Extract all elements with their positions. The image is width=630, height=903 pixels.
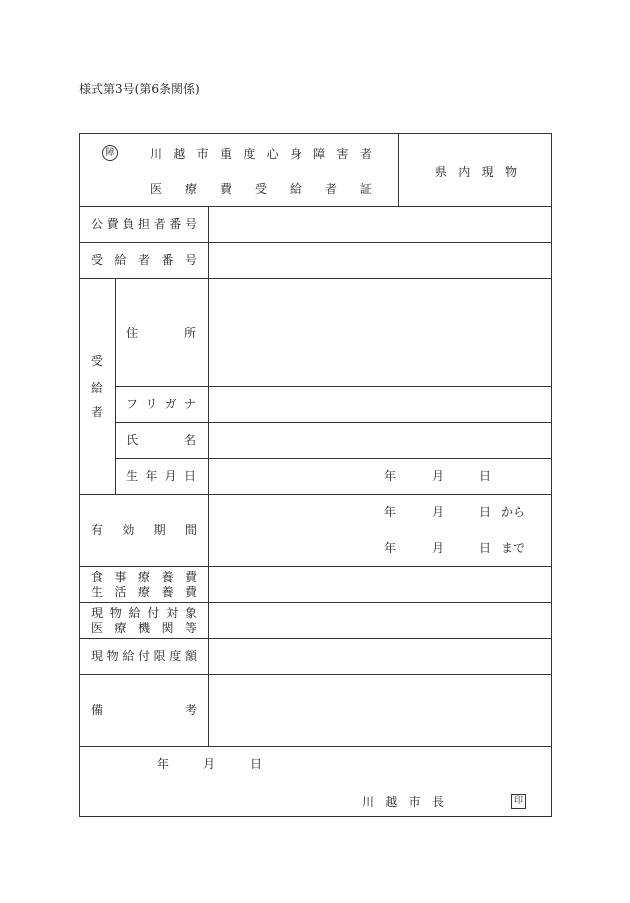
valid-from-month-unit: 月 — [432, 505, 445, 519]
issue-year-unit: 年 — [157, 757, 170, 771]
valid-to-year-unit: 年 — [384, 541, 397, 555]
valid-from-suffix: から — [501, 505, 526, 519]
row-divider — [80, 638, 551, 639]
furigana-label: フ リ ガ ナ — [126, 397, 196, 411]
row-divider — [80, 206, 551, 207]
row-divider — [115, 422, 551, 423]
issuer-title: 川 越 市 長 — [362, 795, 444, 809]
valid-to-month-unit: 月 — [432, 541, 445, 555]
title-line-2: 医 療 費 受 給 者 証 — [150, 182, 372, 196]
public-burden-number-label: 公 費 負 担 者 番 号 — [91, 217, 197, 231]
valid-from-day-unit: 日 — [479, 505, 492, 519]
label-column-divider — [208, 206, 209, 746]
valid-to-day-unit: 日 — [479, 541, 492, 555]
meal-therapy-cost-label: 食 事 療 養 費 — [91, 570, 197, 584]
row-divider — [115, 458, 551, 459]
date-of-birth-label: 生 年 月 日 — [126, 469, 196, 483]
recipient-group-label-3: 者 — [91, 405, 104, 419]
disability-mark-icon: 障 — [102, 145, 118, 161]
title-line-1: 川 越 市 重 度 心 身 障 害 者 — [150, 147, 372, 161]
prefecture-in-kind-label: 県 内 現 物 — [435, 165, 517, 179]
dob-month-unit: 月 — [432, 469, 445, 483]
row-divider — [80, 242, 551, 243]
header-divider — [398, 134, 399, 206]
remarks-label: 備 考 — [91, 703, 197, 717]
living-therapy-cost-label: 生 活 療 養 費 — [91, 585, 197, 599]
recipient-group-label-1: 受 — [91, 354, 104, 368]
row-divider — [80, 674, 551, 675]
valid-to-suffix: まで — [501, 541, 526, 555]
in-kind-target-label-2: 医 療 機 関 等 — [91, 621, 197, 635]
validity-period-label: 有 効 期 間 — [91, 523, 197, 537]
row-divider — [80, 494, 551, 495]
dob-year-unit: 年 — [384, 469, 397, 483]
valid-from-year-unit: 年 — [384, 505, 397, 519]
seal-icon: 印 — [511, 794, 526, 809]
dob-day-unit: 日 — [479, 469, 492, 483]
recipient-number-label: 受 給 者 番 号 — [91, 253, 197, 267]
name-label: 氏 名 — [126, 433, 196, 447]
row-divider — [115, 386, 551, 387]
address-label: 住 所 — [126, 326, 196, 340]
row-divider — [80, 602, 551, 603]
issue-day-unit: 日 — [250, 757, 263, 771]
issue-month-unit: 月 — [203, 757, 216, 771]
row-divider — [80, 278, 551, 279]
in-kind-target-label-1: 現 物 給 付 対 象 — [91, 606, 197, 620]
recipient-group-label-2: 給 — [91, 381, 104, 395]
row-divider — [80, 746, 551, 747]
recipient-group-divider — [115, 278, 116, 494]
form-caption: 様式第3号(第6条関係) — [79, 82, 200, 96]
in-kind-limit-label: 現 物 給 付 限 度 額 — [91, 649, 197, 663]
certificate-form — [79, 133, 552, 817]
row-divider — [80, 566, 551, 567]
